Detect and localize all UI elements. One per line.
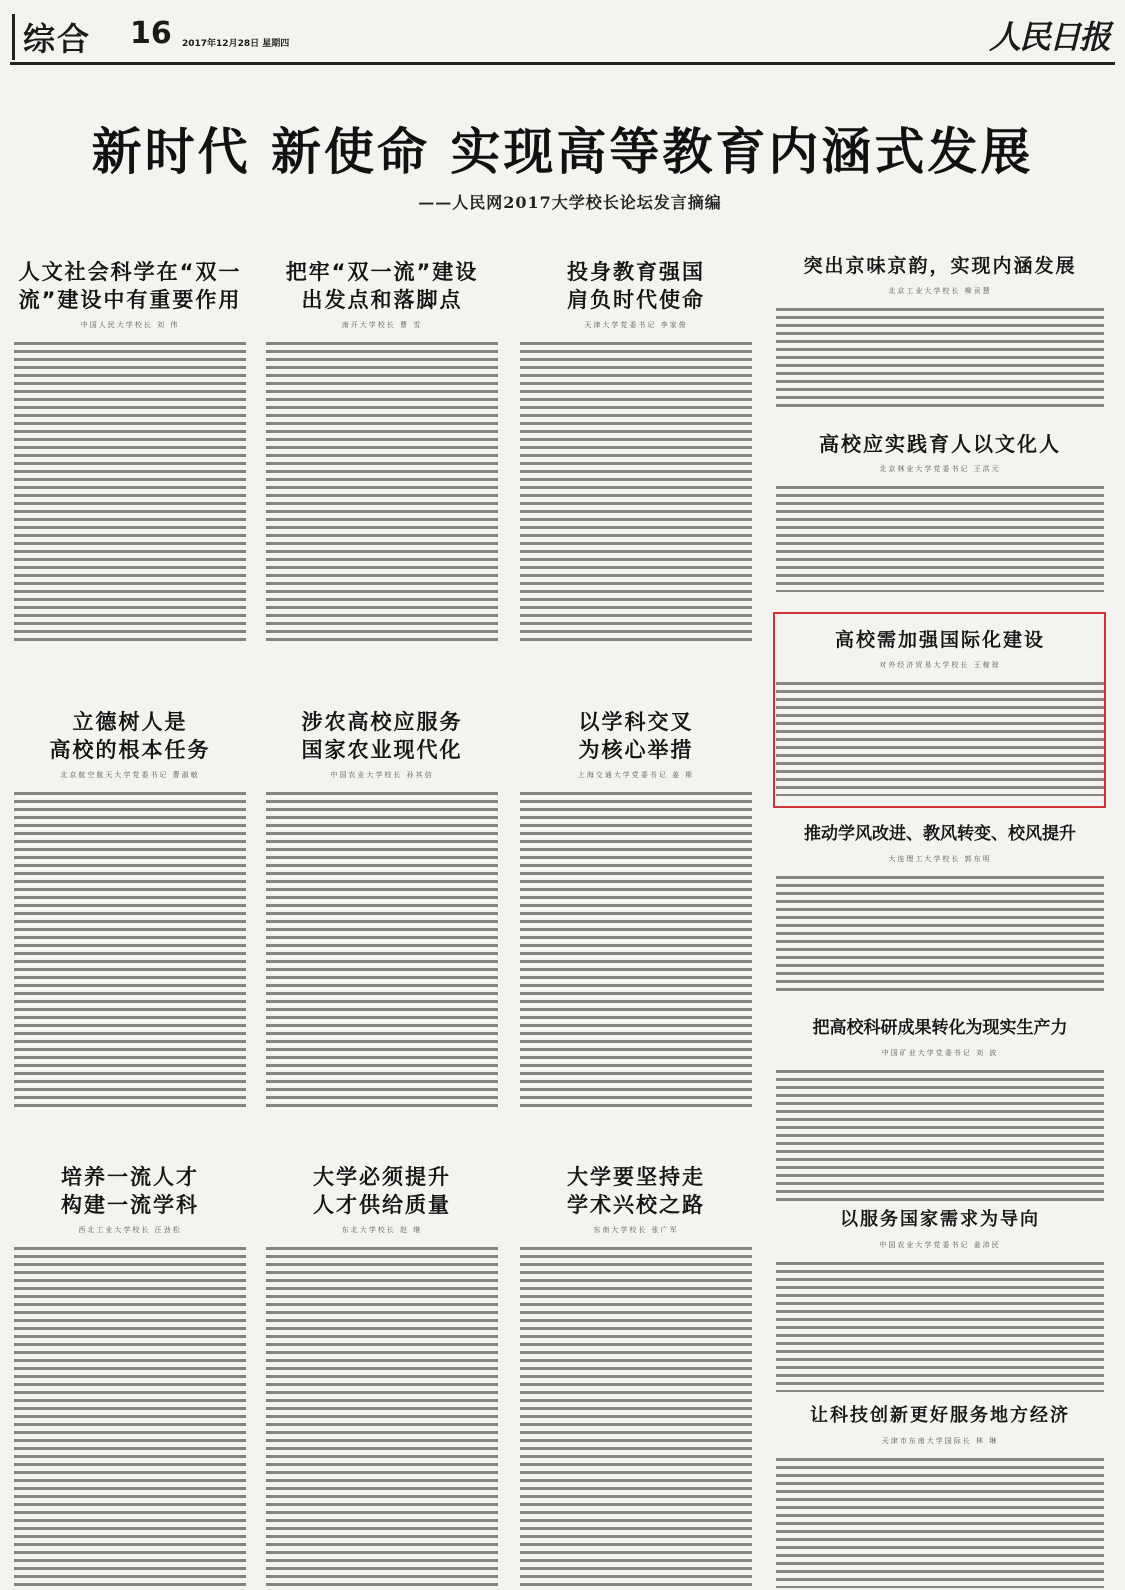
- article: [520, 258, 752, 644]
- article-author: 东北大学校长 赵 继: [341, 1226, 423, 1234]
- article: [266, 258, 498, 644]
- article-body: [776, 1458, 1104, 1588]
- article-author: 中国矿业大学党委书记 刘 波: [881, 1049, 999, 1057]
- article-body: [776, 1070, 1104, 1202]
- article-title: 高校应实践育人以文化人: [819, 432, 1061, 456]
- article: [266, 1163, 498, 1587]
- article-title: 把高校科研成果转化为现实生产力: [812, 1018, 1068, 1038]
- article-body: [266, 1247, 498, 1587]
- article: [520, 1163, 752, 1587]
- article: [266, 708, 498, 1112]
- article-author: 东南大学校长 张广军: [593, 1226, 679, 1234]
- masthead: [10, 12, 1115, 65]
- page-number: 16: [130, 16, 172, 51]
- article-author: 大连理工大学校长 郭东明: [888, 855, 992, 863]
- article-author: 南开大学校长 曹 雪: [341, 321, 423, 329]
- article-title: 立德树人是 高校的根本任务: [49, 710, 211, 762]
- article-body: [266, 792, 498, 1112]
- article-author: 北京林业大学党委书记 王洪元: [879, 465, 1001, 473]
- article-author: 中国农业大学校长 孙其信: [330, 771, 434, 779]
- article-title: 大学要坚持走 学术兴校之路: [567, 1165, 705, 1217]
- article-title: 培养一流人才 构建一流学科: [61, 1165, 199, 1217]
- article-title: 突出京味京韵，实现内涵发展: [803, 255, 1077, 277]
- article-title: 以学科交叉 为核心举措: [578, 710, 694, 762]
- right-column-article: [776, 626, 1104, 796]
- article-body: [14, 792, 246, 1112]
- article-body: [776, 486, 1104, 592]
- article-author: 中国人民大学校长 刘 伟: [80, 321, 180, 329]
- article-author: 中国农业大学党委书记 姜沛民: [879, 1241, 1001, 1249]
- article-author: 北京航空航天大学党委书记 曹淑敏: [60, 771, 200, 779]
- article-author: 北京工业大学校长 柳贡慧: [888, 287, 992, 295]
- article-author: 对外经济贸易大学校长 王稼琼: [879, 661, 1001, 669]
- article-body: [520, 1247, 752, 1587]
- article-body: [14, 1247, 246, 1587]
- issue-date: 2017年12月28日 星期四: [182, 39, 290, 49]
- article: [14, 708, 246, 1112]
- article-title: 人文社会科学在“双一 流”建设中有重要作用: [18, 260, 242, 312]
- section-name: 综合: [12, 14, 91, 60]
- right-column-article: [776, 1014, 1104, 1202]
- article: [520, 708, 752, 1112]
- article-title: 高校需加强国际化建设: [834, 629, 1045, 651]
- article-title: 以服务国家需求为导向: [840, 1209, 1040, 1230]
- article-body: [266, 342, 498, 644]
- right-column-article: [776, 430, 1104, 592]
- article-title: 把牢“双一流”建设 出发点和落脚点: [285, 260, 479, 312]
- article-author: 上海交通大学党委书记 姜 斯: [577, 771, 695, 779]
- right-column-article: [776, 820, 1104, 992]
- right-column-article: [776, 1402, 1104, 1588]
- article-title: 涉农高校应服务 国家农业现代化: [301, 710, 463, 762]
- article-body: [14, 342, 246, 644]
- page-subtitle: ——人民网2017大学校长论坛发言摘编: [418, 193, 722, 212]
- article-body: [776, 876, 1104, 992]
- right-column-article: [776, 1206, 1104, 1392]
- article-title: 让科技创新更好服务地方经济: [810, 1405, 1070, 1426]
- article-body: [776, 308, 1104, 408]
- article-body: [776, 682, 1104, 796]
- article: [14, 1163, 246, 1587]
- newspaper-logo: 人民日报: [988, 18, 1109, 56]
- article: [14, 258, 246, 644]
- right-column-article: [776, 252, 1104, 408]
- article-body: [776, 1262, 1104, 1392]
- article-title: 投身教育强国 肩负时代使命: [567, 260, 705, 312]
- article-author: 天津大学党委书记 李家俊: [584, 321, 688, 329]
- article-author: 西北工业大学校长 汪劲松: [78, 1226, 182, 1234]
- article-author: 天津市东南大学国际长 林 琳: [881, 1437, 999, 1445]
- article-body: [520, 792, 752, 1112]
- page-headline: 新时代 新使命 实现高等教育内涵式发展: [91, 123, 1034, 181]
- article-body: [520, 342, 752, 644]
- article-title: 推动学风改进、教风转变、校风提升: [804, 824, 1076, 844]
- article-title: 大学必须提升 人才供给质量: [313, 1165, 451, 1217]
